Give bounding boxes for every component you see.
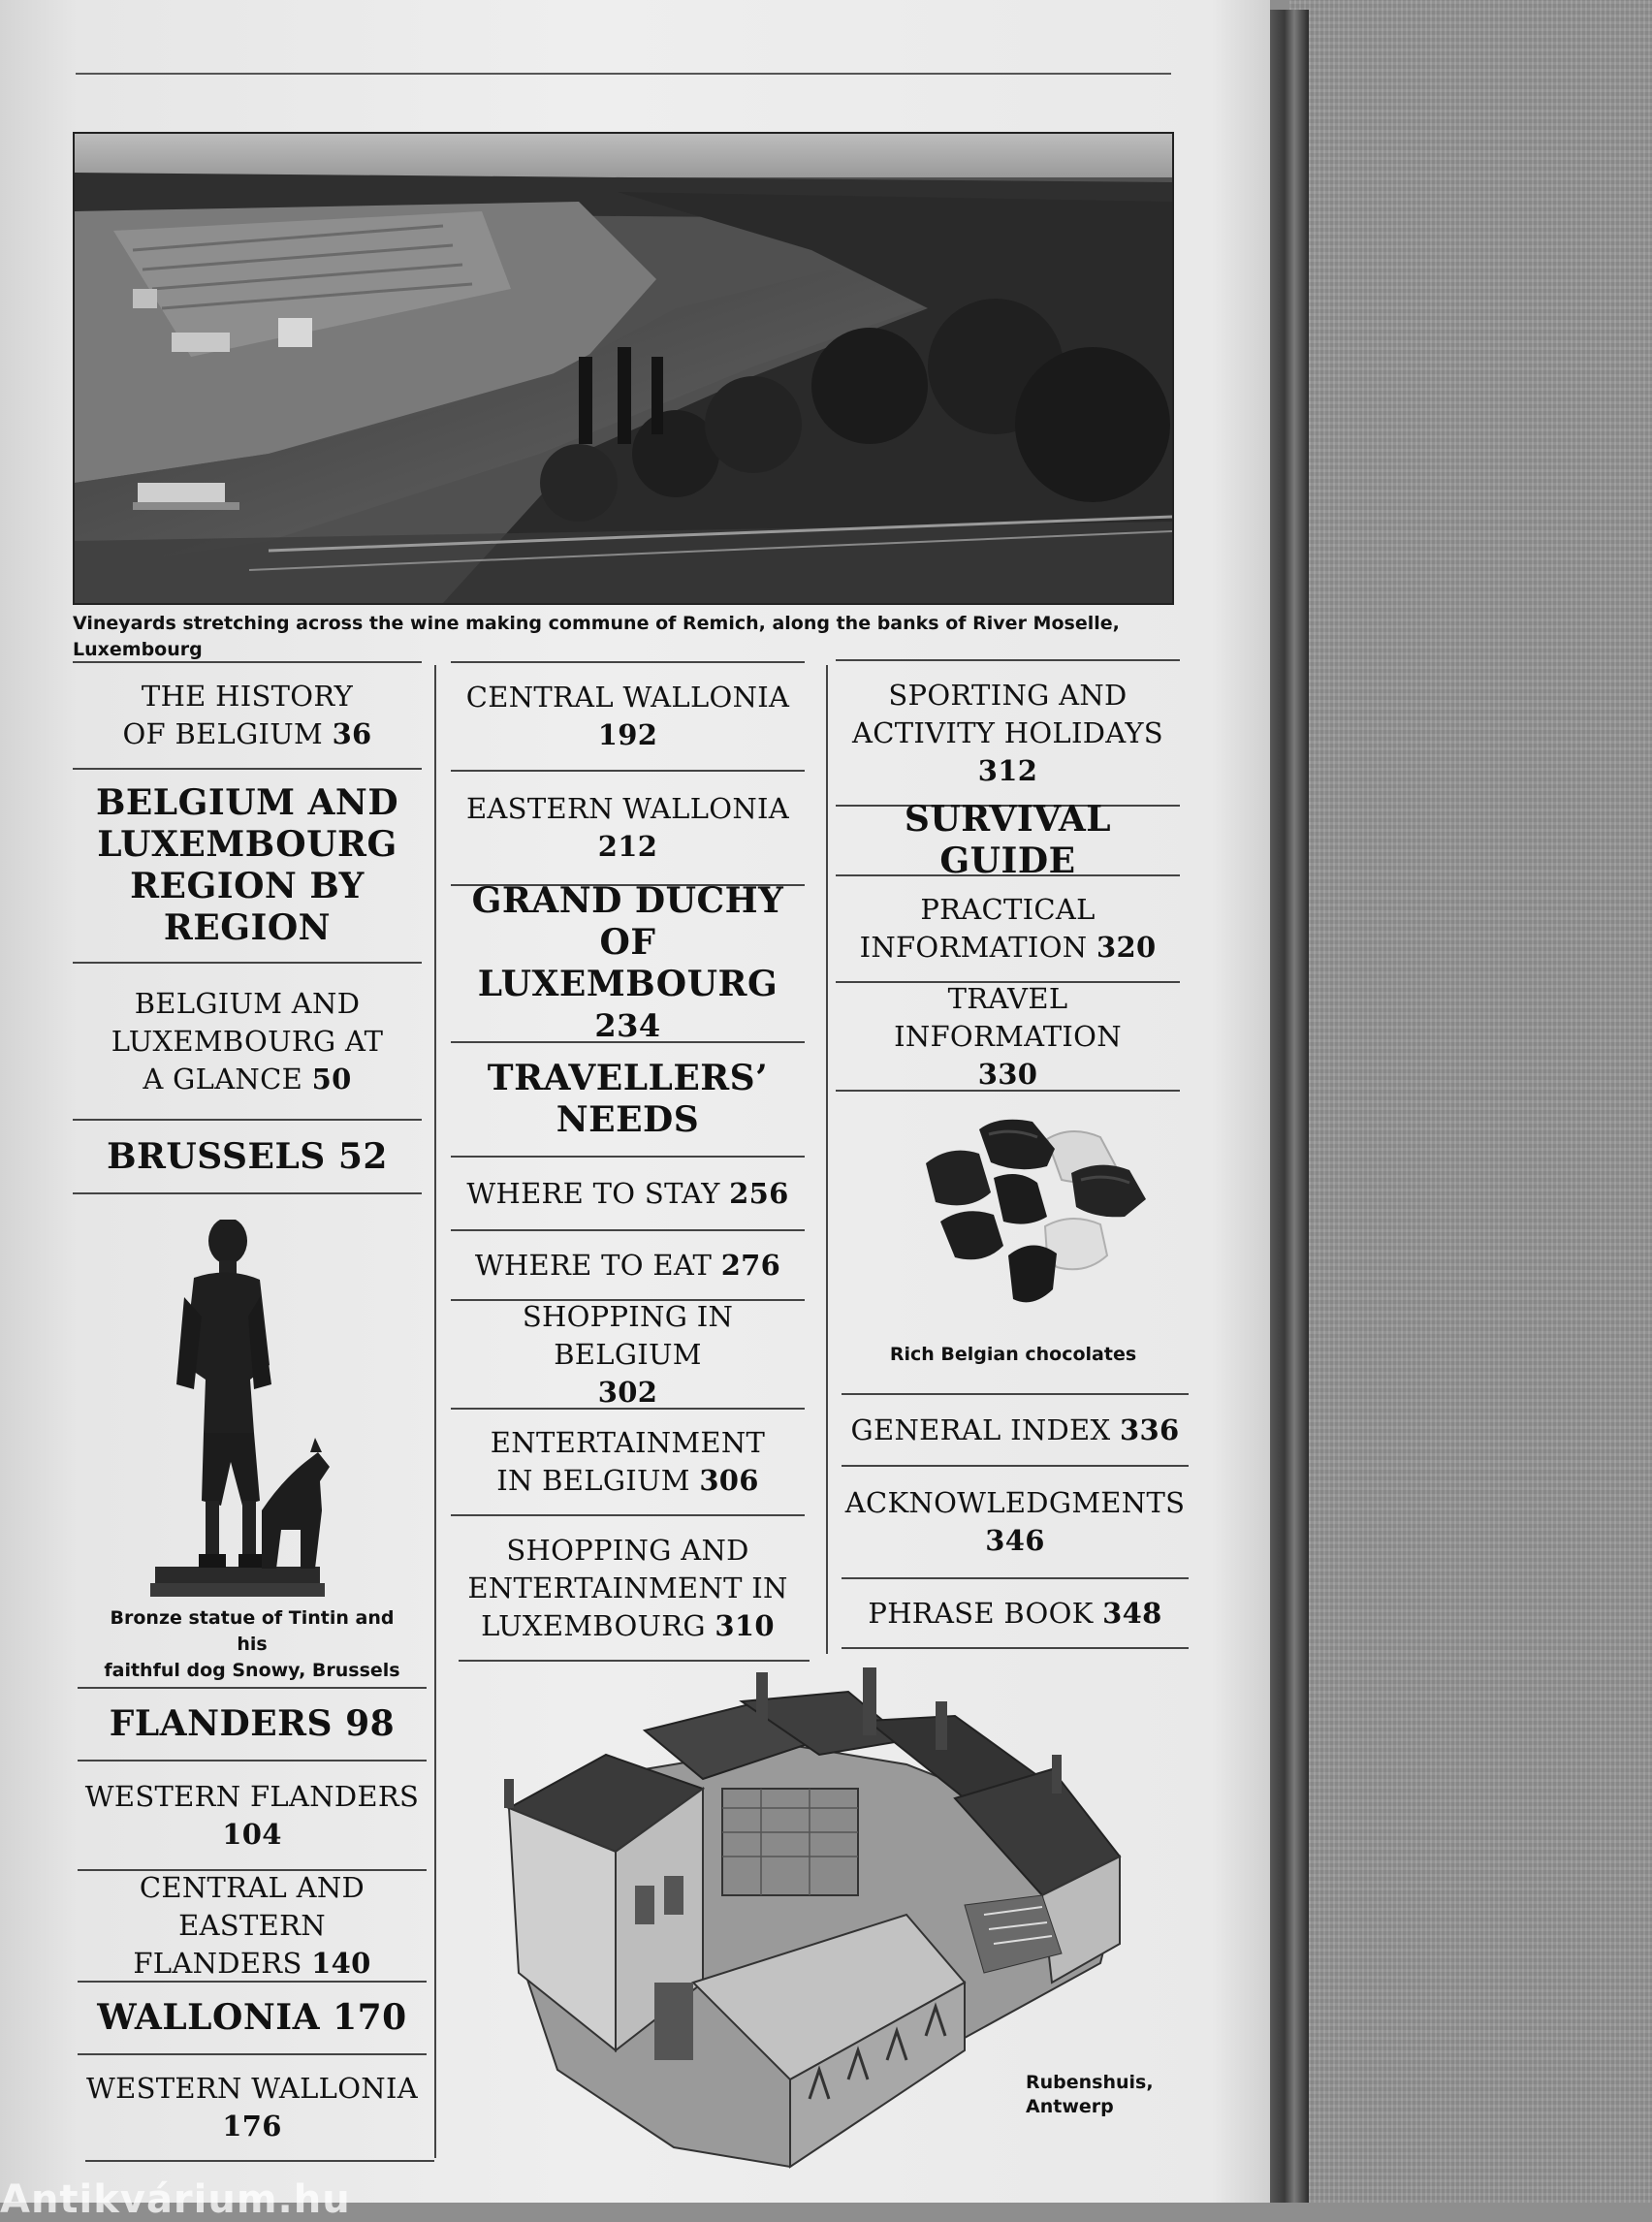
- toc-entry-label: SPORTING AND ACTIVITY HOLIDAYS: [852, 678, 1163, 749]
- remich-vineyards-photo: [73, 132, 1174, 605]
- toc-entry-page: 330: [977, 1057, 1038, 1091]
- photo-caption: Vineyards stretching across the wine making commune of Remich, along the banks of River Moselle, Luxembourg: [73, 613, 1120, 660]
- toc-entry-brussels[interactable]: [73, 1119, 422, 1192]
- toc-entry-label: EASTERN WALLONIA: [465, 792, 790, 825]
- toc-entry-label: SHOPPING AND ENTERTAINMENT IN LUXEMBOURG 310: [467, 1533, 788, 1642]
- toc-entry-entertainment-belgium[interactable]: [451, 1408, 805, 1514]
- toc-entry-page: 346: [985, 1524, 1045, 1557]
- toc-entry-label: TRAVEL INFORMATION: [894, 981, 1122, 1053]
- toc-entry-page: 234: [594, 1007, 661, 1044]
- toc-entry-page: 212: [597, 830, 658, 863]
- toc-entry-page: 104: [222, 1817, 282, 1851]
- toc-entry-label: TRAVELLERS’ NEEDS: [487, 1058, 769, 1140]
- toc-entry-travellers-needs[interactable]: [451, 1041, 805, 1156]
- toc-entry-practical-information[interactable]: [836, 874, 1180, 981]
- toc-entry-wallonia[interactable]: [78, 1981, 427, 2053]
- tintin-caption: Bronze statue of Tintin and his faithful dog Snowy, Brussels: [104, 1607, 400, 1681]
- toc-entry-survival-guide[interactable]: [836, 799, 1180, 881]
- belgian-chocolates-illustration: [902, 1110, 1173, 1338]
- toc-entry-western-wallonia[interactable]: [78, 2053, 427, 2160]
- rubenshuis-caption: Rubenshuis, Antwerp: [1026, 2072, 1154, 2117]
- toc-entry-label: CENTRAL AND EASTERN FLANDERS 140: [133, 1871, 371, 1980]
- toc-entry-central-eastern-flanders[interactable]: [78, 1869, 427, 1981]
- toc-entry-eastern-wallonia[interactable]: [451, 770, 805, 884]
- toc-entry-acknowledgments[interactable]: [842, 1465, 1189, 1577]
- toc-entry-central-wallonia[interactable]: [451, 661, 805, 770]
- toc-entry-label: WESTERN FLANDERS: [84, 1779, 420, 1813]
- column-divider-left: [434, 665, 436, 2158]
- toc-entry-label: ENTERTAINMENT IN BELGIUM 306: [490, 1426, 766, 1497]
- toc-entry-label: WHERE TO EAT 276: [474, 1248, 781, 1282]
- toc-entry-phrase-book[interactable]: [842, 1577, 1189, 1647]
- toc-entry-label: GENERAL INDEX 336: [850, 1413, 1180, 1446]
- toc-entry-label: BELGIUM AND LUXEMBOURG AT A GLANCE 50: [111, 986, 384, 1095]
- toc-entry-label: PHRASE BOOK 348: [868, 1596, 1162, 1630]
- toc-entry-label: WALLONIA 170: [97, 1997, 407, 2038]
- tintin-statue-illustration: [145, 1220, 339, 1603]
- toc-entry-label: WHERE TO STAY 256: [466, 1176, 789, 1210]
- toc-entry-label: SHOPPING IN BELGIUM: [522, 1299, 734, 1371]
- toc-entry-page: 192: [597, 718, 658, 751]
- toc-entry-page: 312: [977, 753, 1038, 787]
- column-divider-right: [826, 665, 828, 1654]
- toc-entry-general-index[interactable]: [842, 1393, 1189, 1465]
- toc-entry-history[interactable]: [73, 661, 422, 768]
- toc-entry-flanders[interactable]: [78, 1687, 427, 1760]
- toc-entry-where-to-stay[interactable]: [451, 1156, 805, 1229]
- toc-entry-shopping-belgium[interactable]: [451, 1299, 805, 1408]
- toc-entry-label: PRACTICAL INFORMATION 320: [859, 893, 1157, 964]
- watermark: Antikvárium.hu: [0, 2177, 351, 2222]
- toc-entry-at-a-glance[interactable]: [73, 962, 422, 1119]
- toc-entry-label: ACKNOWLEDGMENTS: [844, 1486, 1186, 1519]
- rule: [842, 1647, 1189, 1649]
- toc-entry-label: SURVIVAL GUIDE: [904, 799, 1112, 881]
- toc-entry-where-to-eat[interactable]: [451, 1229, 805, 1299]
- rule: [85, 2160, 434, 2162]
- toc-entry-sporting-holidays[interactable]: [836, 659, 1180, 805]
- toc-entry-label: CENTRAL WALLONIA: [465, 681, 790, 714]
- toc-entry-travel-information[interactable]: [836, 981, 1180, 1090]
- top-rule: [76, 73, 1171, 75]
- rule: [836, 1090, 1180, 1092]
- toc-entry-grand-duchy[interactable]: [451, 880, 805, 1044]
- toc-entry-western-flanders[interactable]: [78, 1760, 427, 1869]
- toc-entry-label: FLANDERS 98: [109, 1703, 396, 1744]
- toc-entry-label: WESTERN WALLONIA: [86, 2072, 418, 2105]
- toc-entry-label: GRAND DUCHY OF LUXEMBOURG: [471, 880, 784, 1004]
- toc-entry-region-by-region[interactable]: [73, 768, 422, 962]
- chocolates-caption: Rich Belgian chocolates: [889, 1344, 1137, 1365]
- toc-entry-label: BELGIUM AND LUXEMBOURG REGION BY REGION: [95, 782, 399, 948]
- background-fabric: [1289, 0, 1652, 2203]
- toc-entry-label: BRUSSELS 52: [107, 1135, 388, 1177]
- toc-entry-page: 302: [597, 1375, 658, 1409]
- toc-entry-shopping-entertainment-luxembourg[interactable]: [451, 1514, 805, 1660]
- toc-entry-page: 176: [222, 2110, 282, 2143]
- rule: [459, 1660, 810, 1662]
- toc-entry-label: THE HISTORY OF BELGIUM 36: [122, 680, 372, 750]
- rule: [73, 1192, 422, 1194]
